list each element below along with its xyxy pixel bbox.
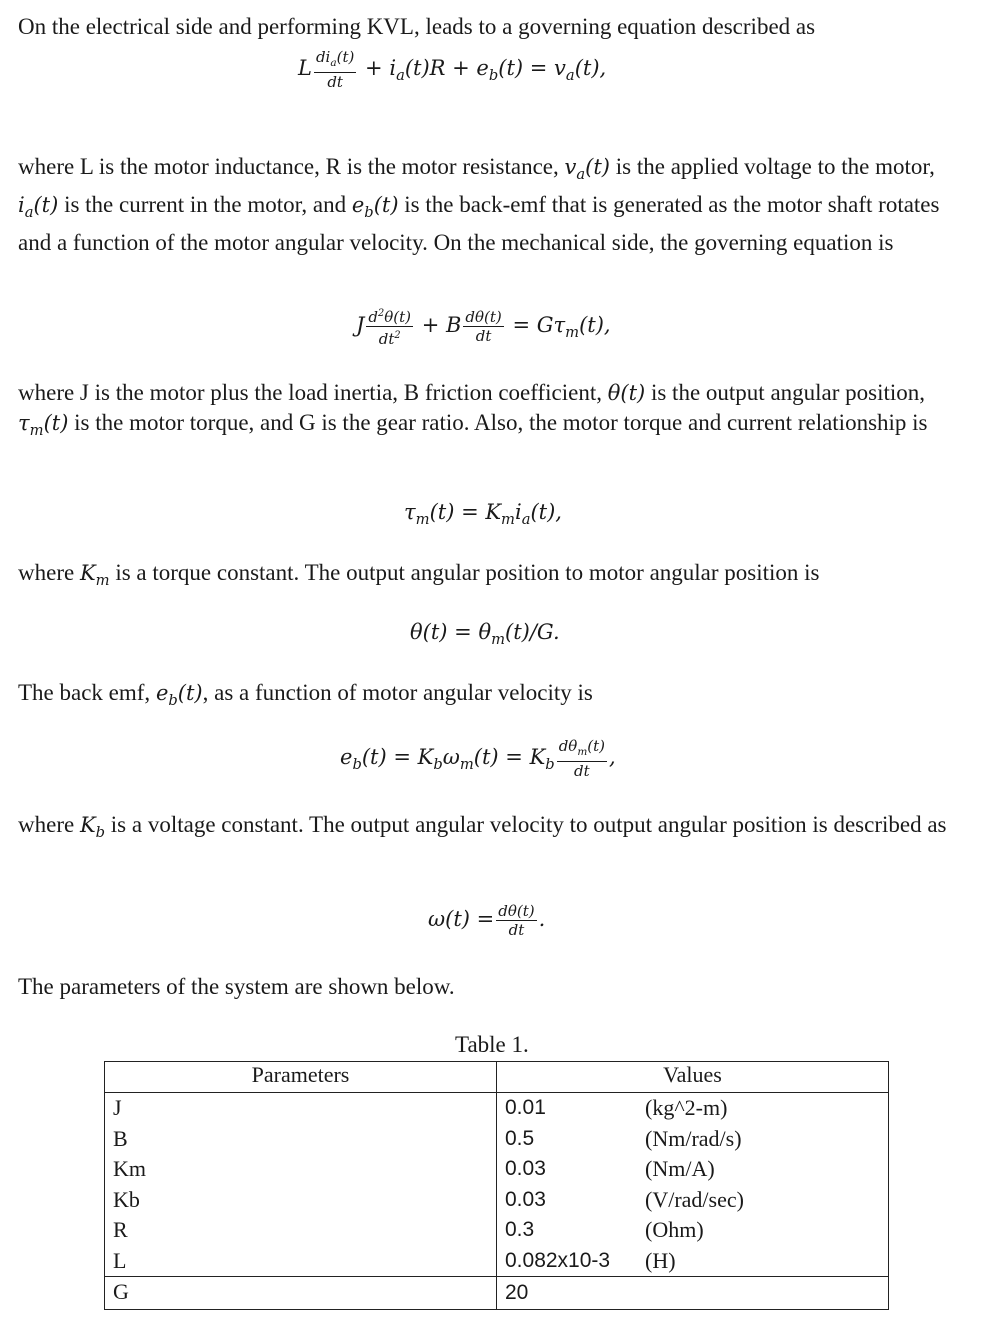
param-value: 20	[497, 1277, 889, 1310]
param-value: 0.5	[505, 1126, 535, 1150]
param-value: 0.03	[505, 1157, 546, 1180]
param-unit: (V/rad/sec)	[645, 1186, 744, 1212]
parameter-values-cell	[497, 1093, 889, 1277]
param-name: Km	[113, 1156, 146, 1181]
param-value: 0.3	[505, 1218, 535, 1241]
table-header-row	[105, 1062, 889, 1093]
paragraph-kvl-intro: On the electrical side and performing KVL, leads to a governing equation described as	[18, 14, 816, 39]
param-name: L	[113, 1247, 127, 1273]
equation-back-emf: $e_b(t) = K_b\omega_m(t) = K_b$ $\frac{d\theta_m(t)}{dt}$ ,	[340, 737, 616, 780]
equation-mechanical: J $\frac{d^2\theta(t)}{dt^2}$ + B $\frac{d\theta(t)}{dt}$ = $G\tau_m(t)$,	[356, 305, 611, 348]
value-row	[505, 1215, 880, 1246]
header-parameters: Parameters	[105, 1062, 497, 1093]
table-caption: Table 1.	[455, 1032, 529, 1057]
equation-torque-current: $\tau_m(t) = K_mi_a(t)$,	[404, 500, 562, 529]
param-value: 0.03	[505, 1187, 546, 1211]
paragraph-voltage-constant: where $K_b$ is a voltage constant. The output angular velocity to output angular position is described as	[18, 812, 947, 842]
paragraph-torque-constant: where $K_m$ is a torque constant. The output angular position to motor angular position is	[18, 560, 820, 590]
paragraph-mechanical-definitions: where J is the motor plus the load inertia, B friction coefficient, θ(t) is the output angular position, $\tau_m(t)$ is the motor torque, and G is the gear ratio. Also, the motor torque and current relationship is	[18, 380, 928, 440]
param-unit: (H)	[645, 1247, 676, 1273]
parameters-table	[104, 1061, 889, 1310]
table-row-gear	[105, 1277, 889, 1310]
equation-kvl: L $\frac{di_a(t)}{dt}$ + $i_a(t)R + e_b(t) = v_a(t)$,	[298, 48, 607, 91]
paragraph-back-emf: The back emf, $e_b(t)$, as a function of motor angular velocity is	[18, 680, 593, 710]
param-value: 0.082x10-3	[505, 1248, 611, 1272]
parameter-names-cell	[105, 1093, 497, 1277]
param-name: R	[113, 1217, 128, 1242]
param-name: Kb	[113, 1186, 140, 1212]
value-row	[505, 1185, 880, 1216]
equation-angular-position: $\theta(t) = \theta_m(t)/G$.	[410, 620, 560, 649]
value-row	[505, 1093, 880, 1124]
header-values: Values	[497, 1062, 889, 1093]
param-unit: (kg^2-m)	[645, 1095, 728, 1120]
param-unit: (Ohm)	[645, 1217, 704, 1242]
paragraph-parameters-intro: The parameters of the system are shown below.	[18, 974, 455, 999]
table-body	[105, 1093, 889, 1277]
param-name: J	[113, 1095, 122, 1120]
value-row	[505, 1246, 880, 1277]
param-unit: (Nm/rad/s)	[645, 1125, 742, 1151]
equation-angular-velocity: ω(t) = $\frac{d\theta(t)}{dt}$ .	[428, 902, 546, 939]
paragraph-electrical-definitions: where L is the motor inductance, R is the motor resistance, $v_a(t)$ is the applied voltage to the motor, $i_a(t)$ is the current in the motor, and $e_b(t)$ is the back-emf that is generated as the motor shaft rotates and a function of the motor angular velocity. On the mechanical side, the governing equation is	[18, 154, 940, 256]
param-value: 0.01	[505, 1096, 546, 1119]
value-row	[505, 1124, 880, 1155]
param-name: G	[105, 1277, 497, 1310]
param-name: B	[113, 1125, 128, 1151]
param-unit: (Nm/A)	[645, 1156, 715, 1181]
value-row	[505, 1154, 880, 1185]
